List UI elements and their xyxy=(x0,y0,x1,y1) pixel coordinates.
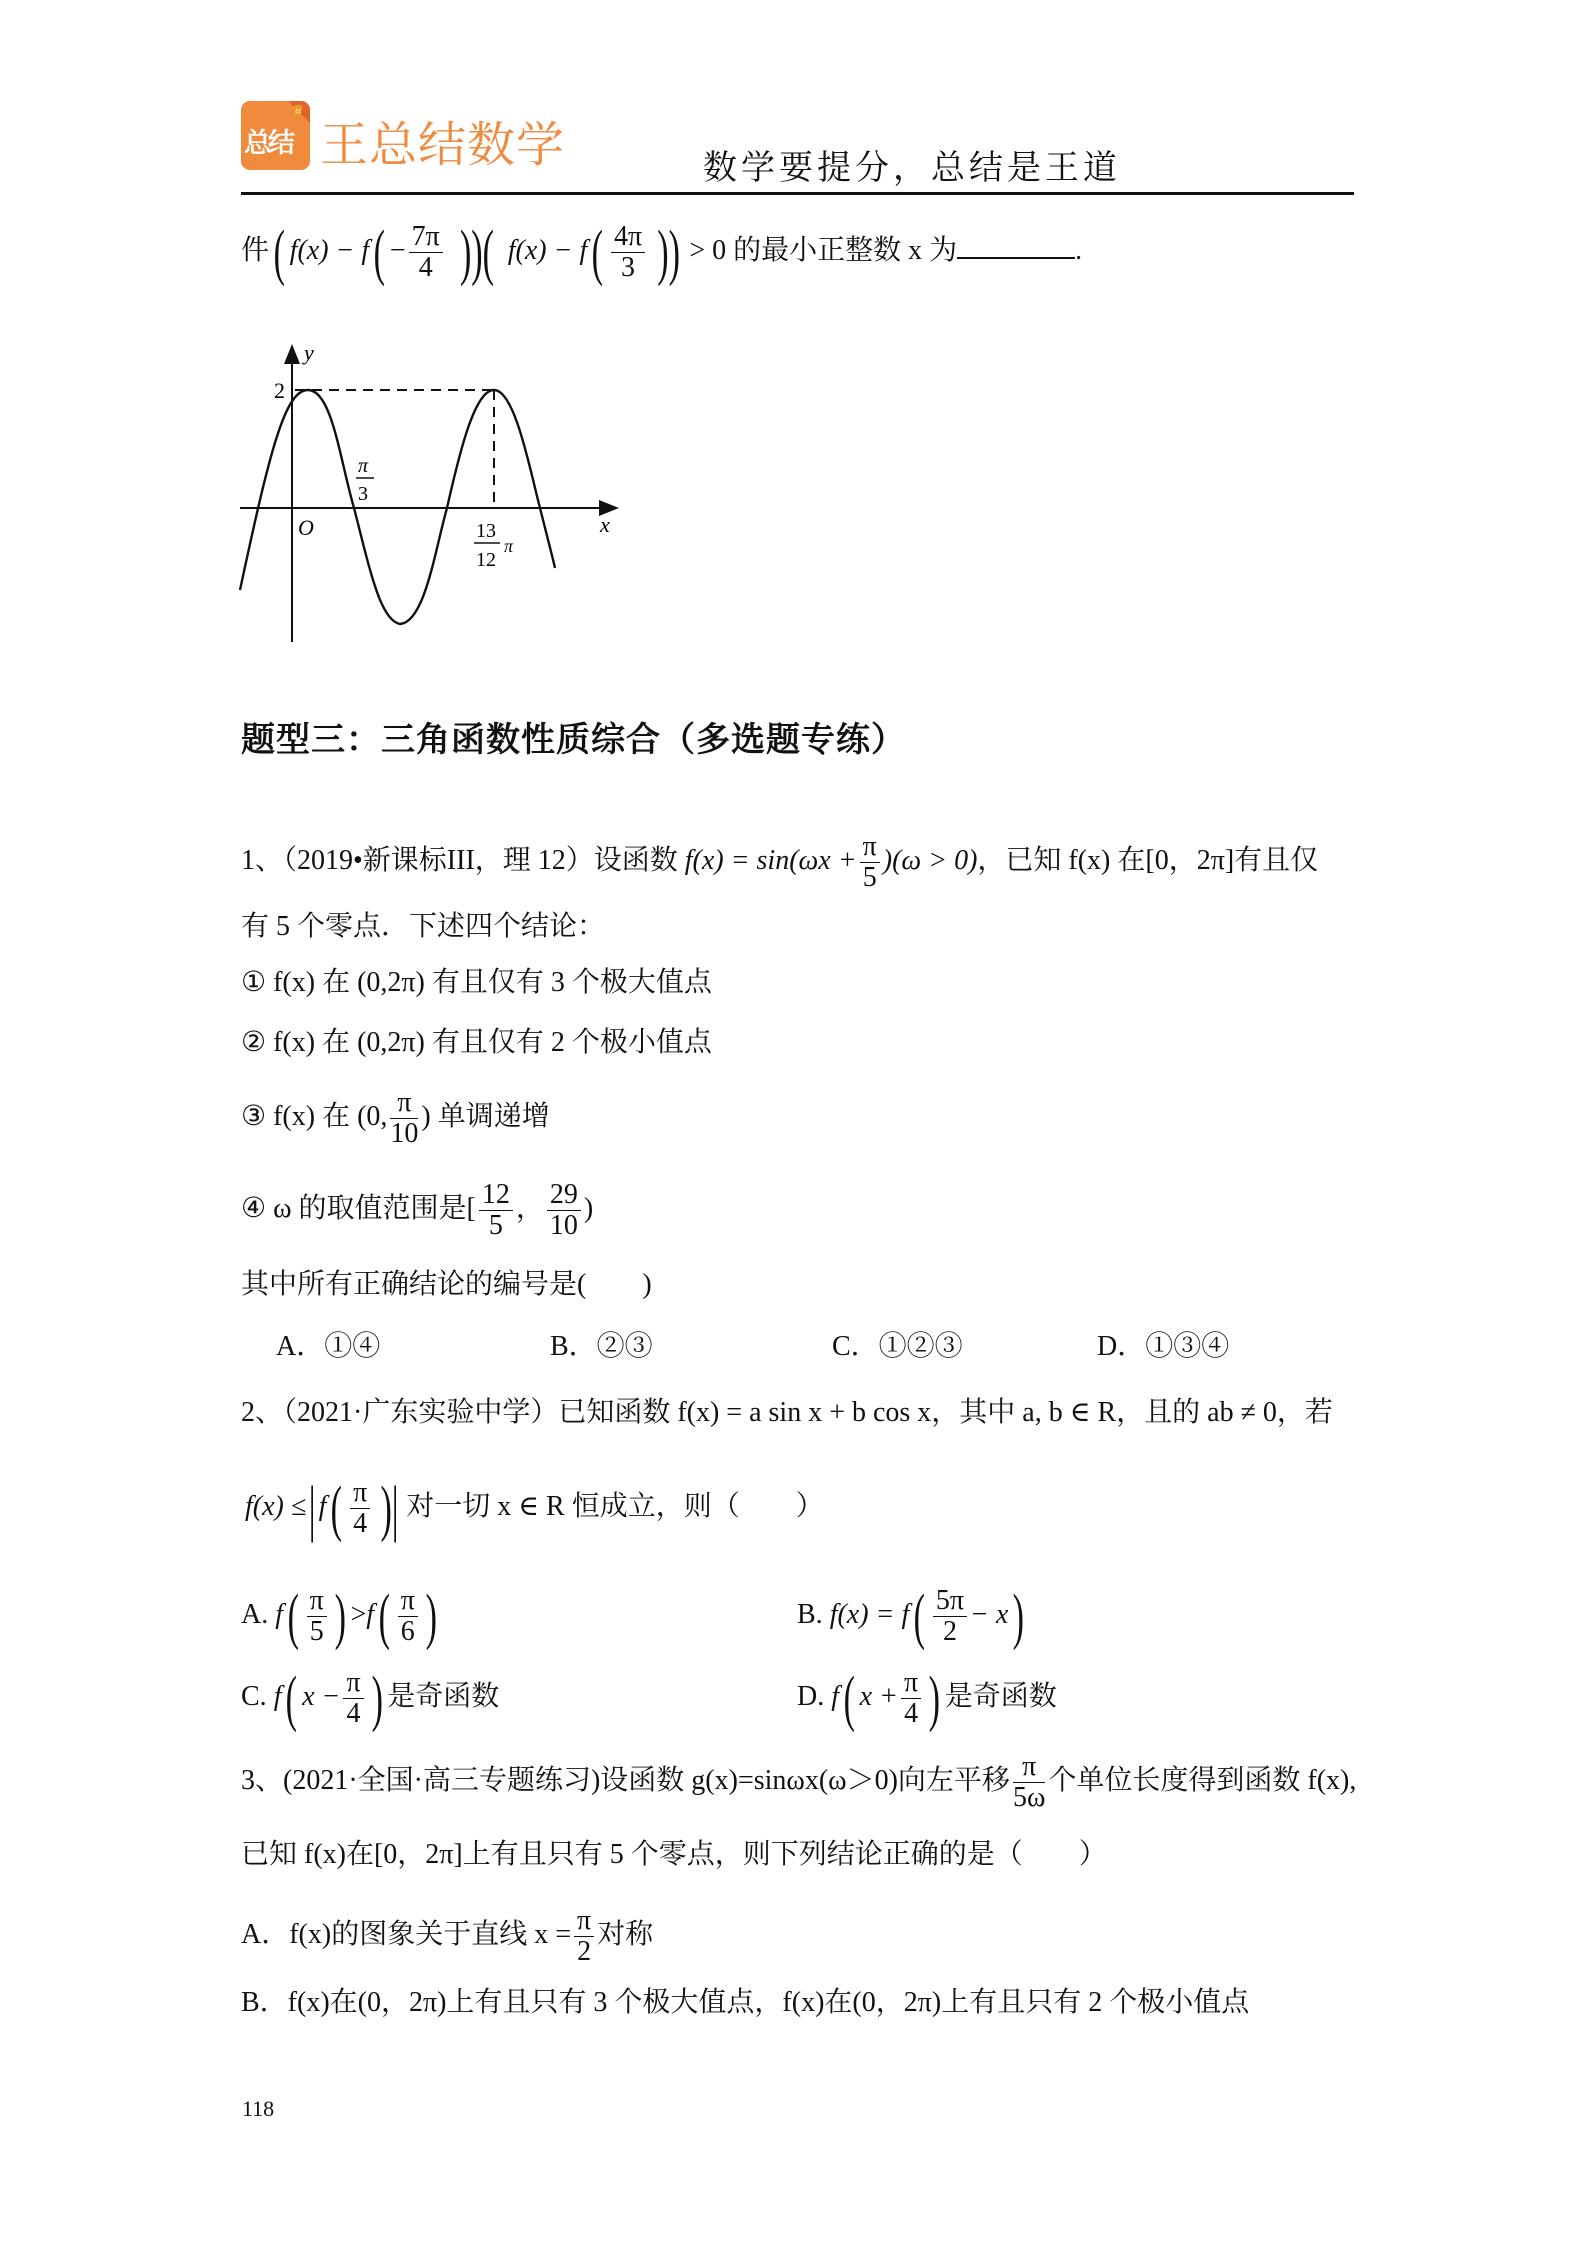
q2-option-a[interactable]: A. f( $\frac{\pi}{5}$ ) >f( $\frac{\pi}{6}$ ) xyxy=(241,1582,437,1651)
y-tick-2: 2 xyxy=(274,378,285,403)
q1-option-c[interactable]: C．①②③ xyxy=(832,1331,963,1362)
numerator: π xyxy=(860,832,880,863)
numerator: 29 xyxy=(547,1180,581,1211)
denominator: 4 xyxy=(418,252,433,283)
denominator: 3 xyxy=(621,252,635,283)
svg-text:3: 3 xyxy=(358,483,368,505)
text: > 0 的最小正整数 x 为 xyxy=(689,234,958,266)
header-divider xyxy=(241,192,1354,195)
text: 是奇函数 xyxy=(944,1680,1057,1712)
q1-statement-4 xyxy=(241,1180,593,1241)
crown-icon: ♛ xyxy=(292,102,304,117)
paren: ) xyxy=(1012,1582,1025,1651)
numerator: 4π xyxy=(611,222,645,253)
abs-bar: | xyxy=(309,1474,316,1543)
denominator: 5ω xyxy=(1012,1782,1046,1813)
logo xyxy=(241,101,310,170)
denominator: 5 xyxy=(309,1616,324,1647)
logo-text: 总结 xyxy=(244,128,292,159)
sine-graph xyxy=(230,330,630,650)
paren: ( xyxy=(273,218,286,287)
fraction xyxy=(398,1586,418,1647)
text: ④ ω 的取值范围是[ xyxy=(241,1192,476,1224)
paren: ( xyxy=(913,1582,926,1651)
denominator: 6 xyxy=(400,1616,415,1647)
paren: ( xyxy=(331,1474,343,1543)
f: f xyxy=(318,1490,327,1522)
text: ) xyxy=(583,1192,594,1224)
q1-line1 xyxy=(241,832,1318,893)
paren: ( xyxy=(286,1664,298,1733)
y-label: y xyxy=(304,340,314,365)
text: ， xyxy=(515,1192,544,1224)
expr: f(x) = sin(ωx + xyxy=(684,844,857,876)
numerator: π xyxy=(343,1668,363,1699)
q2-line1: 2、（2021·广东实验中学）已知函数 f(x) = a sin x + b cos x，其中 a, b ∈ R，且的 ab ≠ 0，若 xyxy=(241,1397,1333,1428)
expr: x − xyxy=(302,1680,341,1712)
numerator: π xyxy=(307,1586,327,1617)
svg-text:12: 12 xyxy=(476,549,496,571)
expr: f(x) = f xyxy=(829,1598,910,1630)
expr: f(x) − f xyxy=(507,234,588,266)
text: 是奇函数 xyxy=(387,1680,500,1712)
text: 3、(2021·全国·高三专题练习)设函数 g(x)=sinωx(ω＞0)向左平移 xyxy=(241,1764,1010,1796)
text: ③ f(x) 在 (0, xyxy=(241,1100,388,1132)
q3-line1 xyxy=(241,1752,1356,1813)
sign: − xyxy=(389,234,406,266)
f: f xyxy=(831,1680,840,1712)
svg-text:π: π xyxy=(358,455,369,477)
numerator: π xyxy=(901,1668,921,1699)
section-title: 题型三：三角函数性质综合（多选题专练） xyxy=(241,720,906,760)
q2-option-d[interactable] xyxy=(797,1664,1057,1733)
q1-statement-2: ② f(x) 在 (0,2π) 有且仅有 2 个极小值点 xyxy=(241,1027,712,1058)
fraction xyxy=(574,1906,594,1967)
paren: ( xyxy=(843,1664,856,1733)
continuation-line xyxy=(241,218,1083,287)
text: 对一切 x ∈ R 恒成立，则（ ） xyxy=(406,1490,824,1522)
text: . xyxy=(1075,234,1083,266)
text: 件 xyxy=(241,234,270,266)
text: 1、（2019•新课标III，理 12）设函数 xyxy=(241,844,678,876)
label: A. xyxy=(241,1598,269,1630)
expr: )(ω > 0) xyxy=(882,844,978,876)
brand-name: 王总结数学 xyxy=(320,117,566,173)
paren: )) xyxy=(657,218,681,287)
fraction xyxy=(1013,1752,1045,1813)
paren: ) xyxy=(928,1664,941,1733)
label: C. xyxy=(241,1680,267,1712)
denominator: 10 xyxy=(549,1210,578,1241)
q3-option-b[interactable]: B．f(x)在(0，2π)上有且只有 3 个极大值点，f(x)在(0，2π)上有且只有 2 个极小值点 xyxy=(241,1987,1250,2018)
numerator: 5π xyxy=(933,1586,967,1617)
denominator: 4 xyxy=(346,1698,361,1729)
fraction xyxy=(933,1586,967,1647)
expr: f(x) ≤ xyxy=(245,1490,307,1522)
denominator: 5 xyxy=(862,862,877,893)
q2-option-c[interactable] xyxy=(241,1664,500,1733)
text: 个单位长度得到函数 f(x), xyxy=(1048,1764,1357,1796)
denominator: 2 xyxy=(942,1616,957,1647)
f: f xyxy=(275,1598,284,1630)
fraction xyxy=(611,222,645,283)
numerator: π xyxy=(390,1088,418,1119)
fraction xyxy=(343,1668,363,1729)
q3-option-a[interactable] xyxy=(241,1906,653,1967)
q2-line2 xyxy=(245,1474,824,1543)
fraction xyxy=(479,1180,513,1241)
numerator: π xyxy=(350,1478,370,1509)
f: f xyxy=(273,1680,282,1712)
numerator: π xyxy=(574,1906,594,1937)
origin-label: O xyxy=(298,515,314,540)
svg-text:13: 13 xyxy=(476,520,496,542)
paren: )| xyxy=(380,1474,399,1543)
q1-statement-3 xyxy=(241,1088,550,1149)
page-number: 118 xyxy=(242,2096,275,2121)
paren: ) xyxy=(371,1664,383,1733)
label: D. xyxy=(797,1680,825,1712)
fraction xyxy=(307,1586,327,1647)
paren: ( xyxy=(378,1582,391,1651)
numerator: 7π xyxy=(409,222,443,253)
denominator: 4 xyxy=(353,1508,368,1539)
text: A．f(x)的图象关于直线 x = xyxy=(241,1918,571,1950)
slogan: 数学要提分，总结是王道 xyxy=(703,150,1121,187)
q1-option-b[interactable]: B．②③ xyxy=(550,1331,653,1362)
text: 对称 xyxy=(597,1918,654,1950)
q3-line2: 已知 f(x)在[0，2π]上有且只有 5 个零点，则下列结论正确的是（ ） xyxy=(241,1839,1107,1870)
fraction xyxy=(409,222,443,283)
fraction xyxy=(350,1478,370,1539)
fraction xyxy=(390,1088,418,1149)
q2-option-b[interactable] xyxy=(797,1582,1029,1651)
q1-question: 其中所有正确结论的编号是( ) xyxy=(241,1269,652,1300)
denominator: 4 xyxy=(904,1698,919,1729)
numerator: 12 xyxy=(479,1180,513,1211)
numerator: π xyxy=(398,1586,418,1617)
denominator: 10 xyxy=(390,1118,419,1149)
label: B. xyxy=(797,1598,823,1630)
denominator: 5 xyxy=(488,1210,503,1241)
denominator: 2 xyxy=(577,1936,592,1967)
paren: ( xyxy=(287,1582,300,1651)
paren: ))( xyxy=(459,218,494,287)
expr: − x xyxy=(970,1598,1009,1630)
q1-line2: 有 5 个零点．下述四个结论： xyxy=(241,911,606,942)
f: f xyxy=(366,1598,375,1630)
paren: ) xyxy=(334,1582,346,1651)
x-label: x xyxy=(600,512,610,537)
text: ，已知 f(x) 在[0，2π]有且仅 xyxy=(977,844,1319,876)
q1-option-a[interactable]: A．①④ xyxy=(276,1331,381,1362)
expr: x + xyxy=(859,1680,898,1712)
paren: ) xyxy=(425,1582,437,1651)
text: ) 单调递增 xyxy=(421,1100,550,1132)
fraction xyxy=(901,1668,921,1729)
numerator: π xyxy=(1013,1752,1045,1783)
q1-statement-1: ① f(x) 在 (0,2π) 有且仅有 3 个极大值点 xyxy=(241,967,712,998)
fraction xyxy=(547,1180,581,1241)
expr: f(x) − f xyxy=(289,234,370,266)
fraction xyxy=(860,832,880,893)
answer-blank[interactable] xyxy=(957,231,1075,259)
svg-text:π: π xyxy=(504,536,514,556)
paren: ( xyxy=(591,218,604,287)
paren: ( xyxy=(373,218,386,287)
q1-option-d[interactable]: D．①③④ xyxy=(1097,1331,1230,1362)
